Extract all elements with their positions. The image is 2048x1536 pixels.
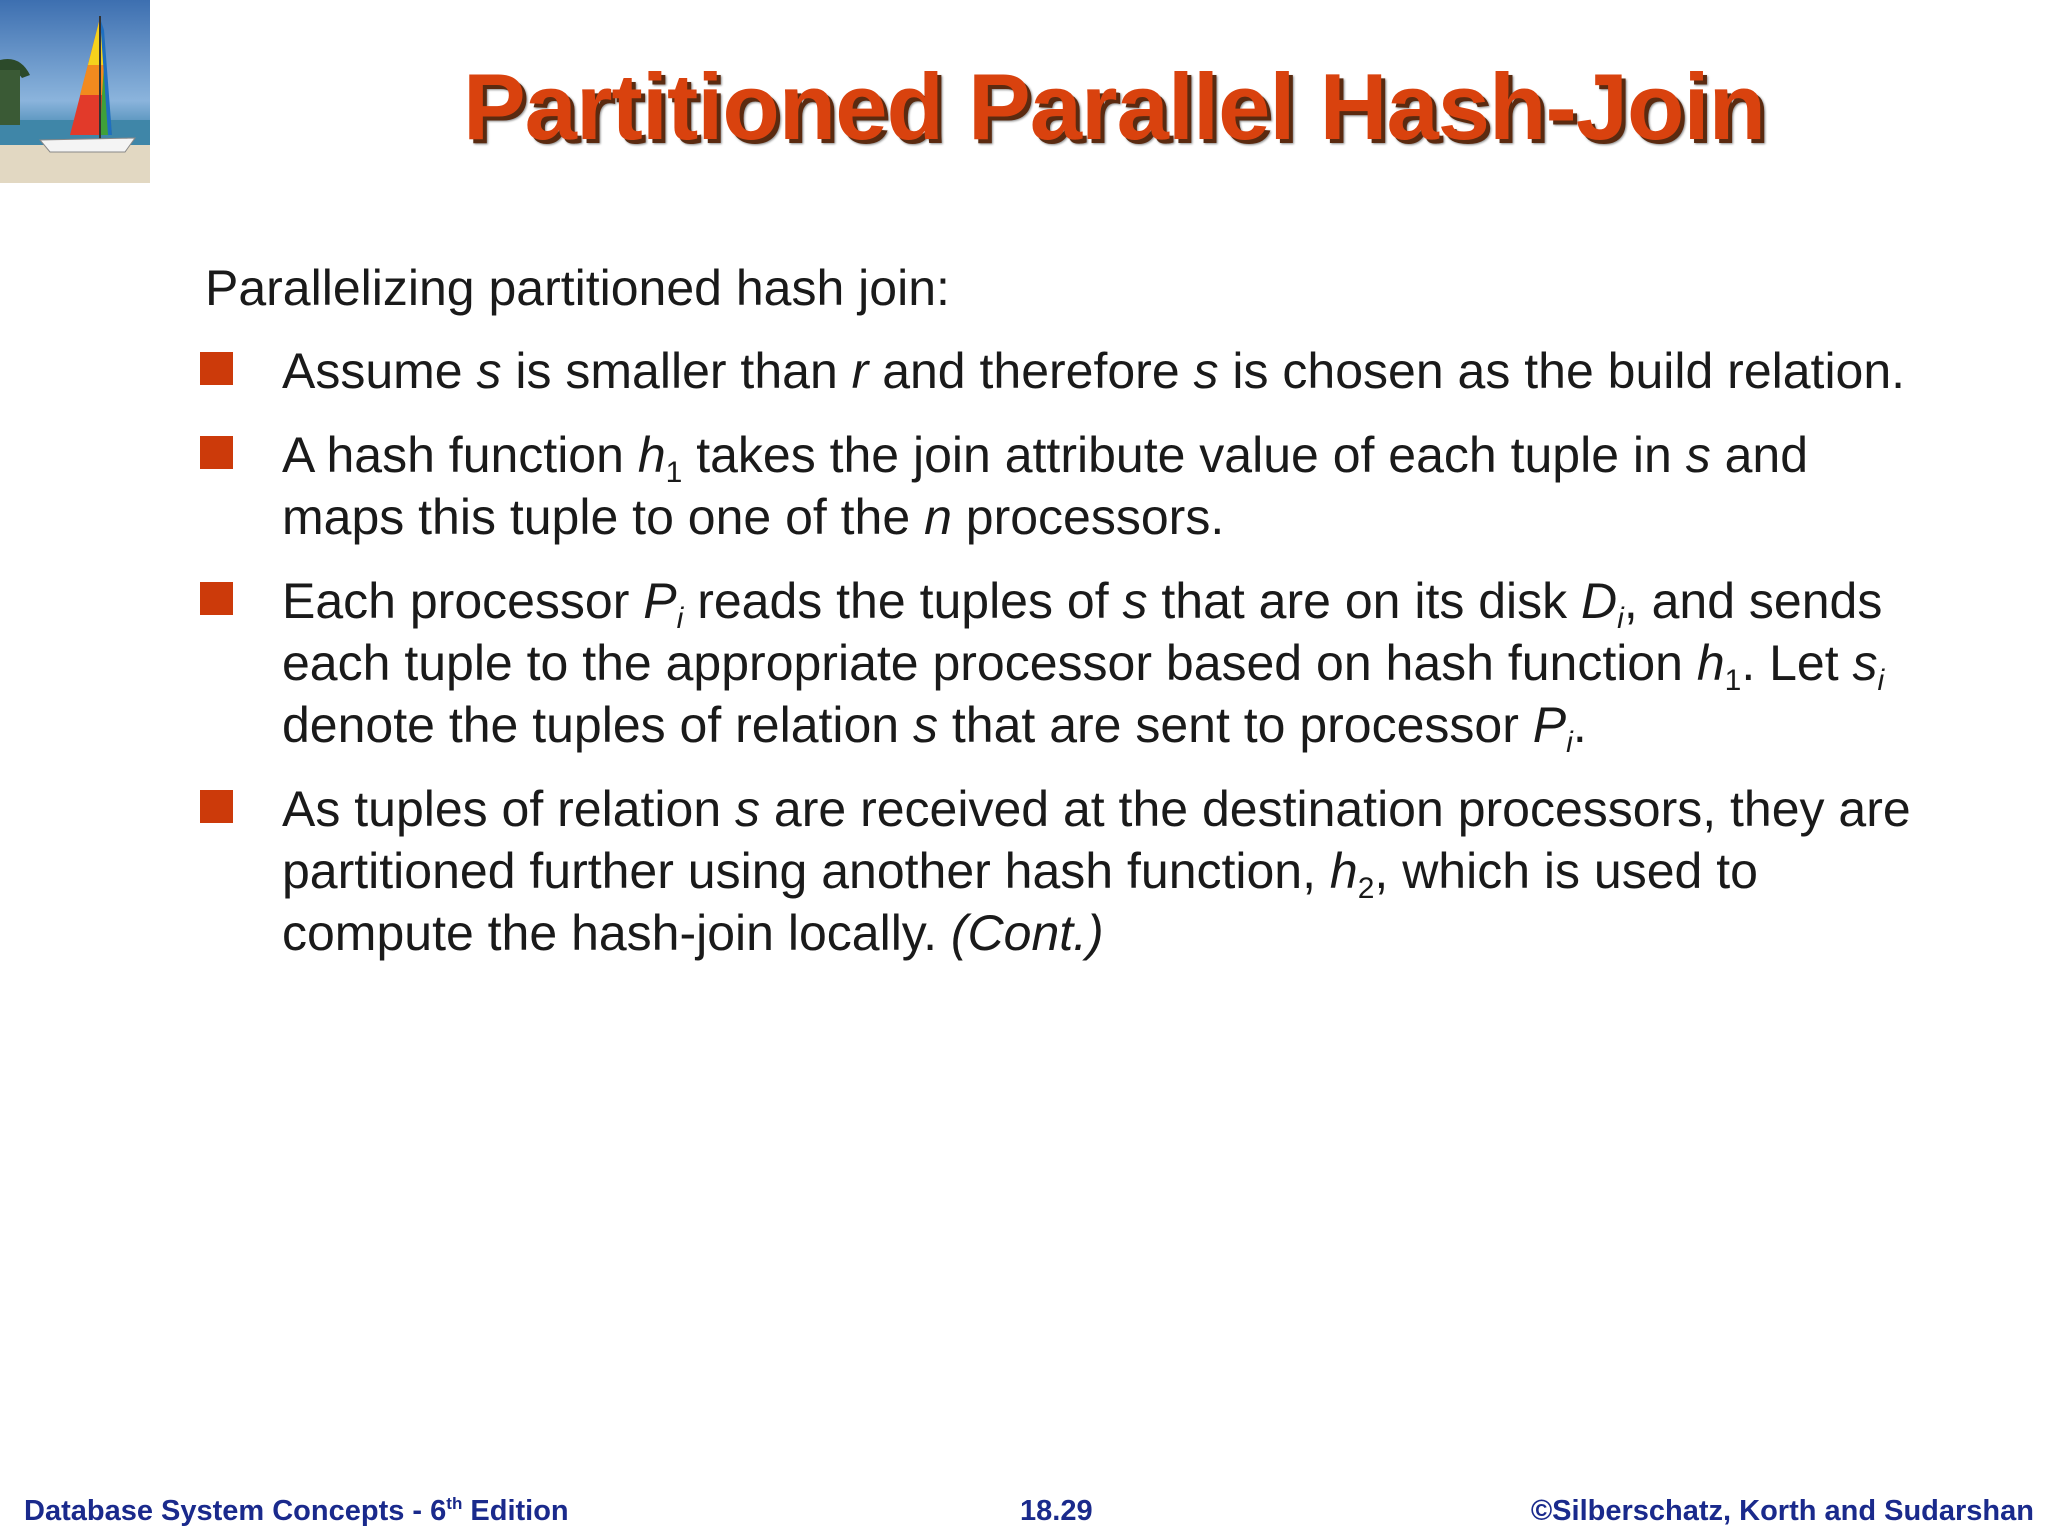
intro-text: Parallelizing partitioned hash join: xyxy=(205,260,950,316)
bullet-item xyxy=(200,570,1920,759)
bullet-text: As tuples of relation s are received at the destination processors, they are partitioned further using another hash function, $h_2$, which is used to compute the hash-join locally. (Cont.) xyxy=(282,781,1911,961)
bullet-item xyxy=(200,424,1920,548)
slide-footer xyxy=(0,1495,2048,1535)
bullet-text: Assume s is smaller than r and therefore s is chosen as the build relation. xyxy=(282,343,1906,399)
bullet-square-icon xyxy=(200,436,233,469)
footer-page-number: 18.29 xyxy=(1020,1495,1093,1527)
footer-book-title: Database System Concepts - 6th Edition xyxy=(24,1494,569,1527)
bullet-square-icon xyxy=(200,790,233,823)
bullet-text: Each processor $P_i$ reads the tuples of s that are on its disk $D_i$, and sends each tuple to the appropriate processor based on hash function $h_1$. Let $s_i$ denote the tuples of relation s that are sent to processor $P_i$. xyxy=(282,573,1885,759)
bullet-list xyxy=(200,340,1920,986)
bullet-item xyxy=(200,778,1920,964)
bullet-item xyxy=(200,340,1920,402)
bullet-square-icon xyxy=(200,582,233,615)
bullet-square-icon xyxy=(200,352,233,385)
slide-title: Partitioned Parallel Hash-Join xyxy=(462,54,1766,159)
footer-copyright: ©Silberschatz, Korth and Sudarshan xyxy=(1530,1495,2034,1527)
bullet-text: A hash function $h_1$ takes the join attribute value of each tuple in s and maps this tuple to one of the n processors. xyxy=(282,427,1809,545)
